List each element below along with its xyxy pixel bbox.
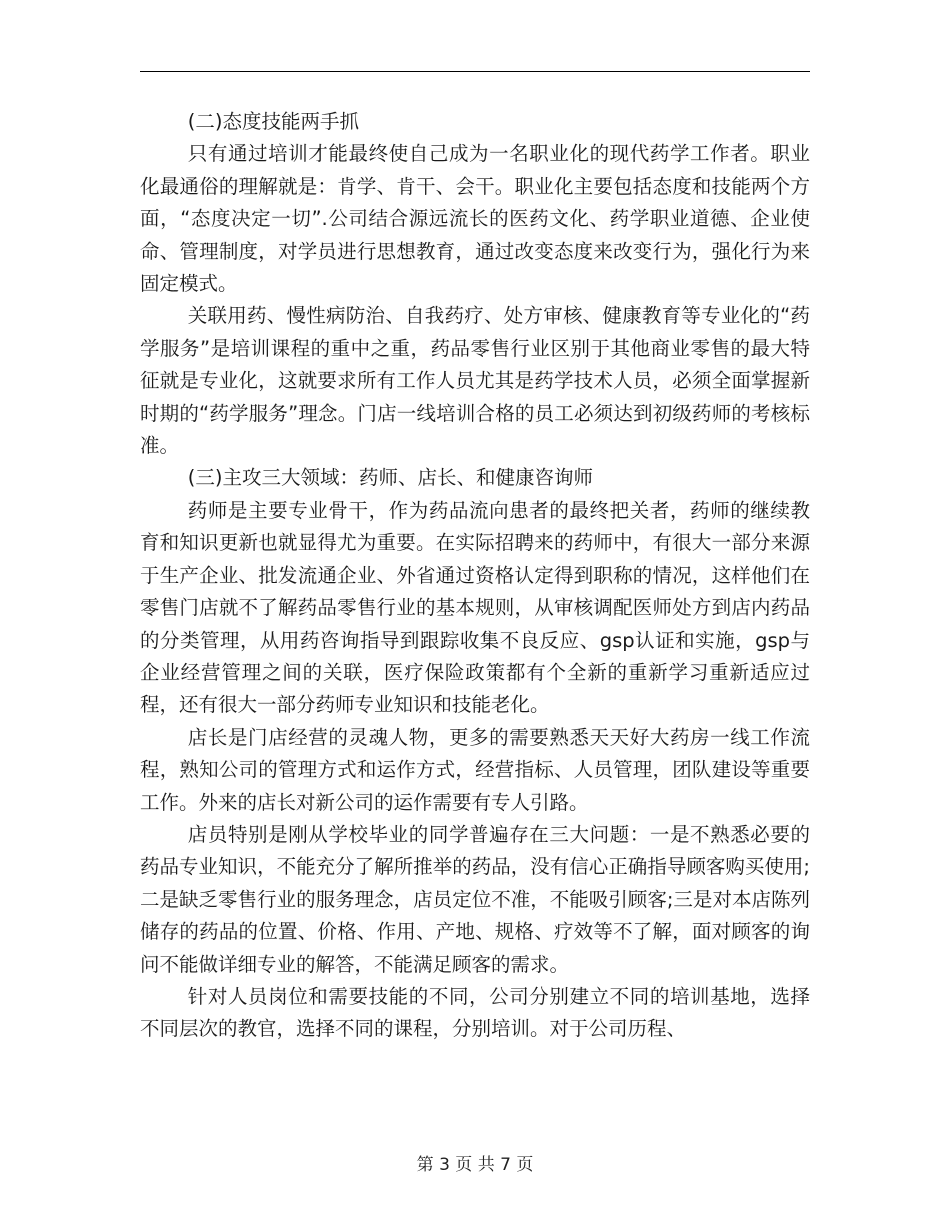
paragraph: 只有通过培训才能最终使自己成为一名职业化的现代药学工作者。职业化最通俗的理解就是：肯学、肯干、会干。职业化主要包括态度和技能两个方面，“态度决定一切”.公司结合源远流长的医药文化、药学职业道德、企业使命、管理制度，对学员进行思想教育，通过改变态度来改变行为，强化行为来固定模式。 (140, 142, 810, 296)
section-heading-two: (二)态度技能两手抓 (187, 110, 359, 133)
paragraph: 店员特别是刚从学校毕业的同学普遍存在三大问题：一是不熟悉必要的药品专业知识，不能充分了解所推举的药品，没有信心正确指导顾客购买使用;二是缺乏零售行业的服务理念，店员定位不准，不能吸引顾客;三是对本店陈列储存的药品的位置、价格、作用、产地、规格、疗效等不了解，面对顾客的询问不能做详细专业的解答，不能满足顾客的需求。 (140, 822, 810, 976)
paragraph: 针对人员岗位和需要技能的不同，公司分别建立不同的培训基地，选择不同层次的教官，选择不同的课程，分别培训。对于公司历程、 (140, 984, 810, 1041)
document-body (140, 106, 810, 1046)
section-heading-three: (三)主攻三大领域：药师、店长、和健康咨询师 (187, 466, 593, 490)
page-number: 第 3 页 共 7 页 (416, 1155, 534, 1175)
paragraph: 店长是门店经营的灵魂人物，更多的需要熟悉天天好大药房一线工作流程，熟知公司的管理方式和运作方式，经营指标、人员管理，团队建设等重要工作。外来的店长对新公司的运作需要有专人引路。 (140, 725, 810, 814)
header-rule (140, 71, 810, 72)
paragraph: 药师是主要专业骨干，作为药品流向患者的最终把关者，药师的继续教育和知识更新也就显得尤为重要。在实际招聘来的药师中，有很大一部分来源于生产企业、批发流通企业、外省通过资格认定得到职称的情况，这样他们在零售门店就不了解药品零售行业的基本规则，从审核调配医师处方到店内药品的分类管理，从用药咨询指导到跟踪收集不良反应、gsp认证和实施，gsp与企业经营管理之间的关联，医疗保险政策都有个全新的重新学习重新适应过程，还有很大一部分药师专业知识和技能老化。 (140, 498, 810, 717)
paragraph: 关联用药、慢性病防治、自我药疗、处方审核、健康教育等专业化的“药学服务”是培训课程的重中之重，药品零售行业区别于其他商业零售的最大特征就是专业化，这就要求所有工作人员尤其是药学技术人员，必须全面掌握新时期的“药学服务”理念。门店一线培训合格的员工必须达到初级药师的考核标准。 (140, 304, 810, 458)
